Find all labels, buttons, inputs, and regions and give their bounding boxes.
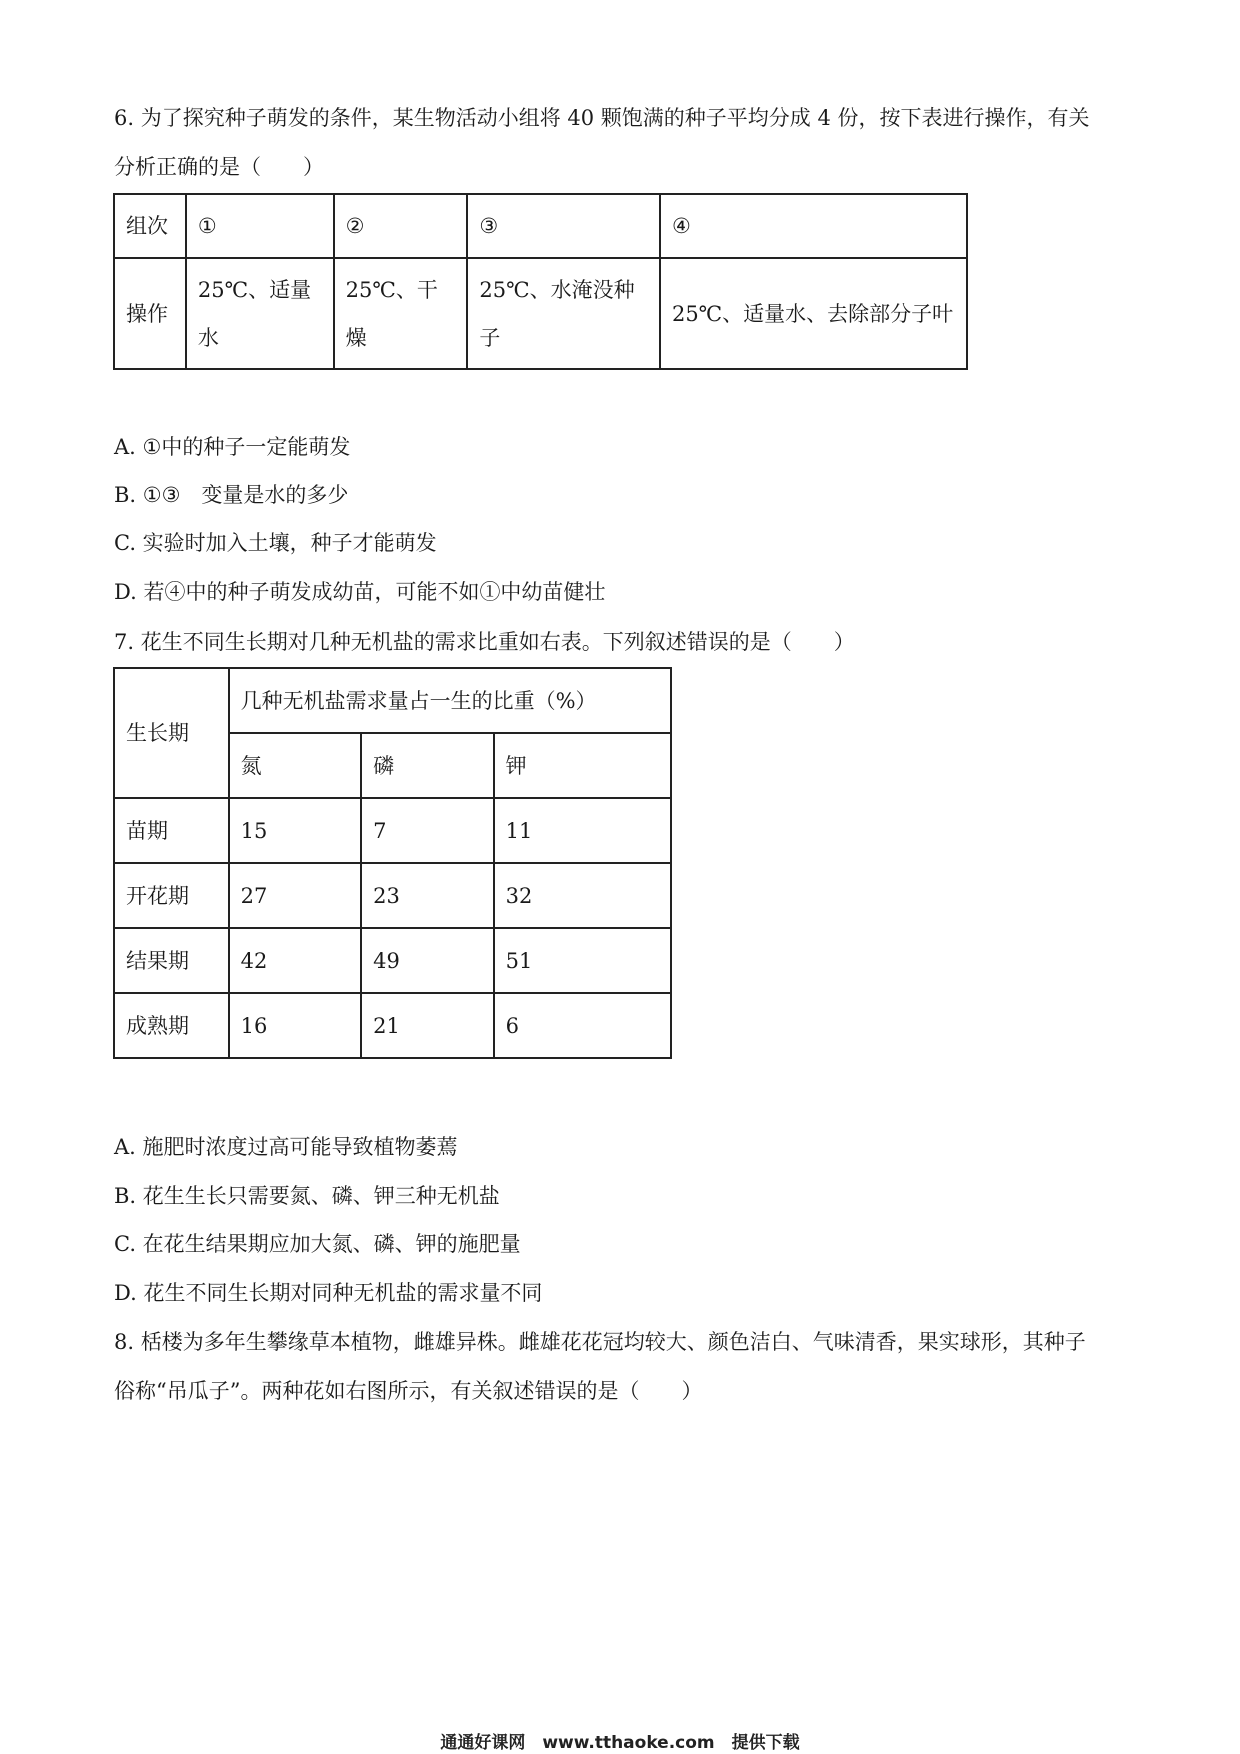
q7-row-label: 苗期 <box>114 798 229 863</box>
q6-header-cell: ③ <box>467 194 660 258</box>
q6-row-label: 操作 <box>114 258 186 369</box>
table-row <box>114 993 671 1058</box>
table-row <box>114 863 671 928</box>
q6-header-cell: ① <box>186 194 334 258</box>
q7-cell: 49 <box>361 928 494 993</box>
q7-cell: 11 <box>494 798 671 863</box>
q7-cell: 32 <box>494 863 671 928</box>
q7-cell: 21 <box>361 993 494 1058</box>
q7-option-d: D. 花生不同生长期对同种无机盐的需求量不同 <box>114 1281 543 1305</box>
q7-cell: 16 <box>229 993 362 1058</box>
q7-cell: 51 <box>494 928 671 993</box>
q7-row-label: 结果期 <box>114 928 229 993</box>
q6-option-d: D. 若④中的种子萌发成幼苗，可能不如①中幼苗健壮 <box>114 580 606 604</box>
q6-option-b: B. ①③ 变量是水的多少 <box>114 483 349 507</box>
q7-cell: 42 <box>229 928 362 993</box>
q8-stem-line2: 俗称“吊瓜子”。两种花如右图所示，有关叙述错误的是（ ） <box>114 1379 703 1403</box>
q6-cell: 25℃、适量水、去除部分子叶 <box>660 258 967 369</box>
q7-cell: 6 <box>494 993 671 1058</box>
q7-cell: 27 <box>229 863 362 928</box>
q7-column-header: 氮 <box>229 733 362 798</box>
q7-option-c: C. 在花生结果期应加大氮、磷、钾的施肥量 <box>114 1232 521 1256</box>
q7-cell: 15 <box>229 798 362 863</box>
q7-stem: 7. 花生不同生长期对几种无机盐的需求比重如右表。下列叙述错误的是（ ） <box>114 630 855 654</box>
q7-row-header: 生长期 <box>114 668 229 798</box>
page-footer: 通通好课网 www.tthaoke.com 提供下载 <box>440 1733 800 1753</box>
q6-cell: 25℃、干燥 <box>334 258 468 369</box>
q7-cell: 23 <box>361 863 494 928</box>
q6-stem-line1: 6. 为了探究种子萌发的条件，某生物活动小组将 40 颗饱满的种子平均分成 4 份，按下表进行操作，有关 <box>114 106 1090 130</box>
q6-header-cell: ④ <box>660 194 967 258</box>
q7-row-label: 开花期 <box>114 863 229 928</box>
q6-header-cell: ② <box>334 194 468 258</box>
q7-column-header: 钾 <box>494 733 671 798</box>
q6-cell: 25℃、水淹没种子 <box>467 258 660 369</box>
q7-row-label: 成熟期 <box>114 993 229 1058</box>
q7-table <box>113 667 672 1059</box>
q7-column-header: 磷 <box>361 733 494 798</box>
q6-header-cell: 组次 <box>114 194 186 258</box>
q6-cell: 25℃、适量水 <box>186 258 334 369</box>
q8-stem-line1: 8. 栝楼为多年生攀缘草本植物，雌雄异株。雌雄花花冠均较大、颜色洁白、气味清香，果实球形，其种子 <box>114 1330 1086 1354</box>
q7-option-b: B. 花生生长只需要氮、磷、钾三种无机盐 <box>114 1184 500 1208</box>
table-row <box>114 798 671 863</box>
q6-option-a: A. ①中的种子一定能萌发 <box>114 435 351 459</box>
table-row <box>114 928 671 993</box>
q6-table <box>113 193 968 370</box>
q7-cell: 7 <box>361 798 494 863</box>
q7-group-header: 几种无机盐需求量占一生的比重（%） <box>229 668 671 733</box>
q6-stem-line2: 分析正确的是（ ） <box>114 155 324 179</box>
q6-option-c: C. 实验时加入土壤，种子才能萌发 <box>114 531 437 555</box>
q7-option-a: A. 施肥时浓度过高可能导致植物萎蔫 <box>114 1135 458 1159</box>
